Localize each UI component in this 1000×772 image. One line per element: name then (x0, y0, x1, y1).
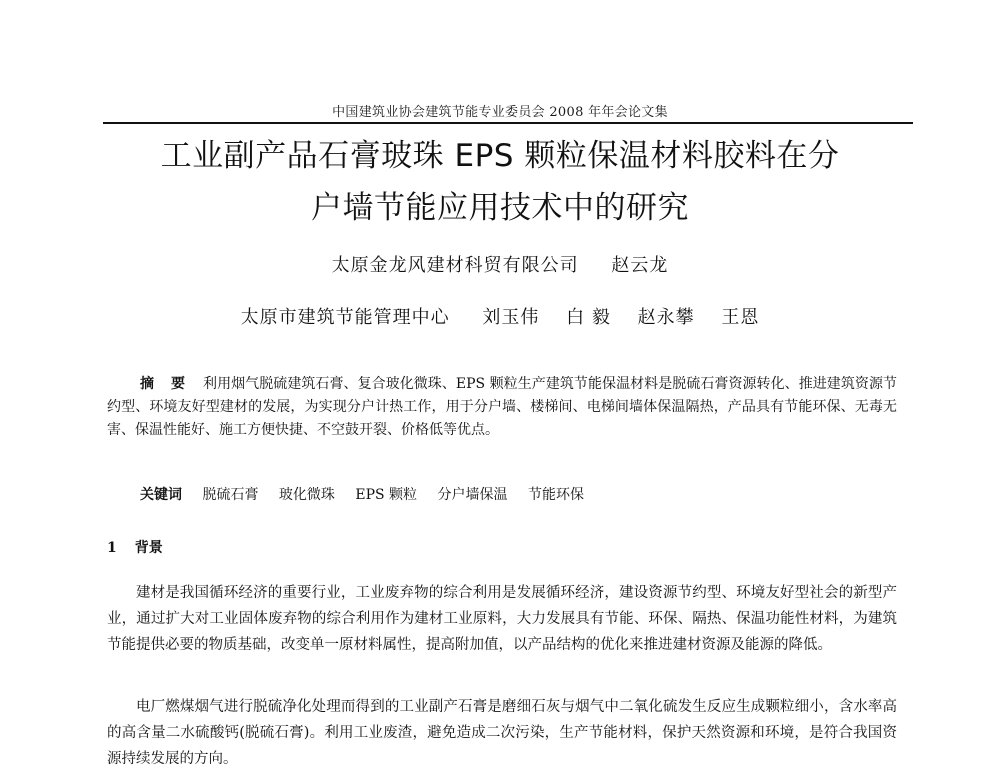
section-title: 背景 (134, 540, 163, 556)
author-name: 白 毅 (566, 307, 611, 328)
header-rule (103, 122, 913, 124)
title-line-2: 户墙节能应用技术中的研究 (311, 190, 689, 226)
keyword: 玻化微珠 (278, 487, 335, 503)
paper-title (100, 130, 900, 234)
author-name: 赵永攀 (637, 307, 695, 328)
author-name: 赵云龙 (611, 255, 669, 276)
running-header: 中国建筑业协会建筑节能专业委员会 2008 年年会论文集 (332, 105, 668, 120)
keyword: EPS 颗粒 (355, 487, 418, 503)
affiliation-org: 太原市建筑节能管理中心 (240, 307, 450, 328)
section-heading (107, 537, 163, 557)
body-paragraph: 电厂燃煤烟气进行脱硫净化处理而得到的工业副产石膏是磨细石灰与烟气中二氧化硫发生反应生成颗粒细小，含水率高的高含量二水硫酸钙(脱硫石膏)。利用工业废渣，避免造成二次污染，生产节能材料，保护天然资源和环境，是符合我国资源持续发展的方向。 (107, 698, 897, 767)
section-number: 1 (107, 540, 117, 556)
abstract (107, 373, 897, 442)
affiliation-2 (0, 303, 1000, 329)
keyword: 分户墙保温 (437, 487, 508, 503)
keyword: 节能环保 (527, 487, 584, 503)
body-paragraph-cutoff (107, 743, 897, 763)
affiliation-org: 太原金龙风建材科贸有限公司 (331, 255, 579, 276)
keywords-label: 关键词 (140, 487, 182, 503)
abstract-text: 利用烟气脱硫建筑石膏、复合玻化微珠、EPS 颗粒生产建筑节能保温材料是脱硫石膏资源转化、推进建筑资源节约型、环境友好型建材的发展，为实现分户计热工作，用于分户墙、楼梯间、电梯间墙体保温隔热，产品具有节能环保、无毒无害、保温性能好、施工方便快捷、不空鼓开裂、价格低等优点。 (107, 376, 898, 438)
keywords (140, 484, 600, 504)
author-name: 刘玉伟 (482, 307, 540, 328)
author-name: 王恩 (721, 307, 760, 328)
keyword: 脱硫石膏 (202, 487, 259, 503)
affiliation-1 (0, 251, 1000, 277)
title-line-1: 工业副产品石膏玻珠 EPS 颗粒保温材料胶料在分 (160, 138, 840, 174)
abstract-label: 摘 要 (140, 376, 192, 392)
body-paragraph: 建材是我国循环经济的重要行业，工业废弃物的综合利用是发展循环经济，建设资源节约型、环境友好型社会的新型产业，通过扩大对工业固体废弃物的综合利用作为建材工业原料，大力发展具有节能、环保、隔热、保温功能性材料，为建筑节能提供必要的物质基础，改变单一原材料属性，提高附加值，以产品结构的优化来推进建材资源及能源的降低。 (107, 584, 897, 653)
